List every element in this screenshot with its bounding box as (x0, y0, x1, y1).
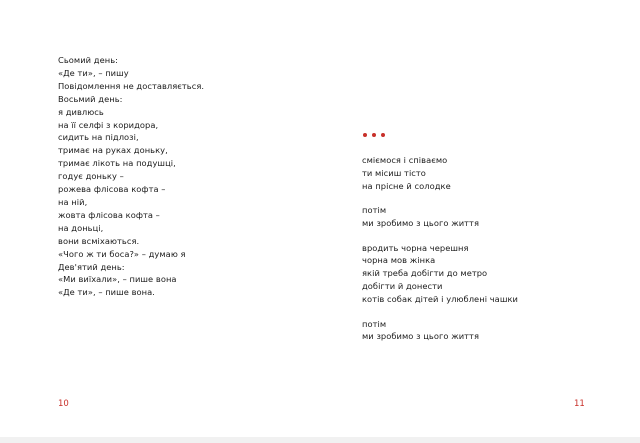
right-page (320, 0, 640, 443)
poem-line: Дев'ятий день: (58, 261, 125, 272)
poem-line: вони всміхаються. (58, 235, 140, 246)
poem-line: ти місиш тісто (362, 167, 426, 178)
stanza (362, 154, 518, 193)
poem-right-text (362, 154, 518, 355)
poem-line: «Де ти», – пишу (58, 67, 129, 78)
poem-line: на прісне й солодке (362, 180, 451, 191)
poem-line: чорна мов жінка (362, 255, 436, 266)
poem-line: тримає на руках доньку, (58, 145, 168, 156)
poem-line: на доньці, (58, 222, 104, 233)
page-number-right: 11 (574, 399, 585, 409)
poem-line: ми зробимо з цього життя (362, 218, 479, 229)
poem-line: «Де ти», – пише вона. (58, 287, 155, 298)
section-ornament-dots-icon (363, 131, 385, 139)
poem-left-text (58, 54, 204, 299)
ornament-dot (372, 133, 376, 137)
poem-line: Восьмий день: (58, 93, 123, 104)
poem-line: жовта флісова кофта – (58, 209, 160, 220)
poem-line: «Чого ж ти боса?» – думаю я (58, 248, 186, 259)
poem-line: сміємося і співаємо (362, 155, 448, 165)
poem-line: котів собак дітей і улюблені чашки (362, 294, 518, 305)
poem-line: рожева флісова кофта – (58, 184, 166, 195)
poem-line: на її селфі з коридора, (58, 119, 159, 130)
stanza (362, 204, 518, 230)
poem-line: на ній, (58, 196, 88, 207)
ornament-dot (381, 133, 385, 137)
poem-line: вродить чорна черешня (362, 242, 469, 253)
page-bottom-edge (0, 437, 640, 443)
stanza (362, 242, 518, 307)
poem-line: Повідомлення не доставляється. (58, 80, 205, 91)
ornament-dot (363, 133, 367, 137)
poem-line: потім (362, 318, 387, 329)
poem-line: я дивлюсь (58, 106, 104, 117)
poem-line: ми зробимо з цього життя (362, 331, 479, 342)
page-number-left: 10 (58, 399, 69, 409)
poem-line: сидить на підлозі, (58, 132, 139, 143)
poem-line: якій треба добігти до метро (362, 268, 488, 279)
poem-line: годує доньку – (58, 171, 124, 182)
stanza (362, 318, 518, 344)
poem-line: добігти й донести (362, 281, 443, 292)
poem-line: Сьомий день: (58, 55, 118, 65)
poem-line: «Ми виїхали», – пише вона (58, 274, 177, 285)
poem-line: потім (362, 205, 387, 216)
poem-line: тримає лікоть на подушці, (58, 158, 176, 169)
